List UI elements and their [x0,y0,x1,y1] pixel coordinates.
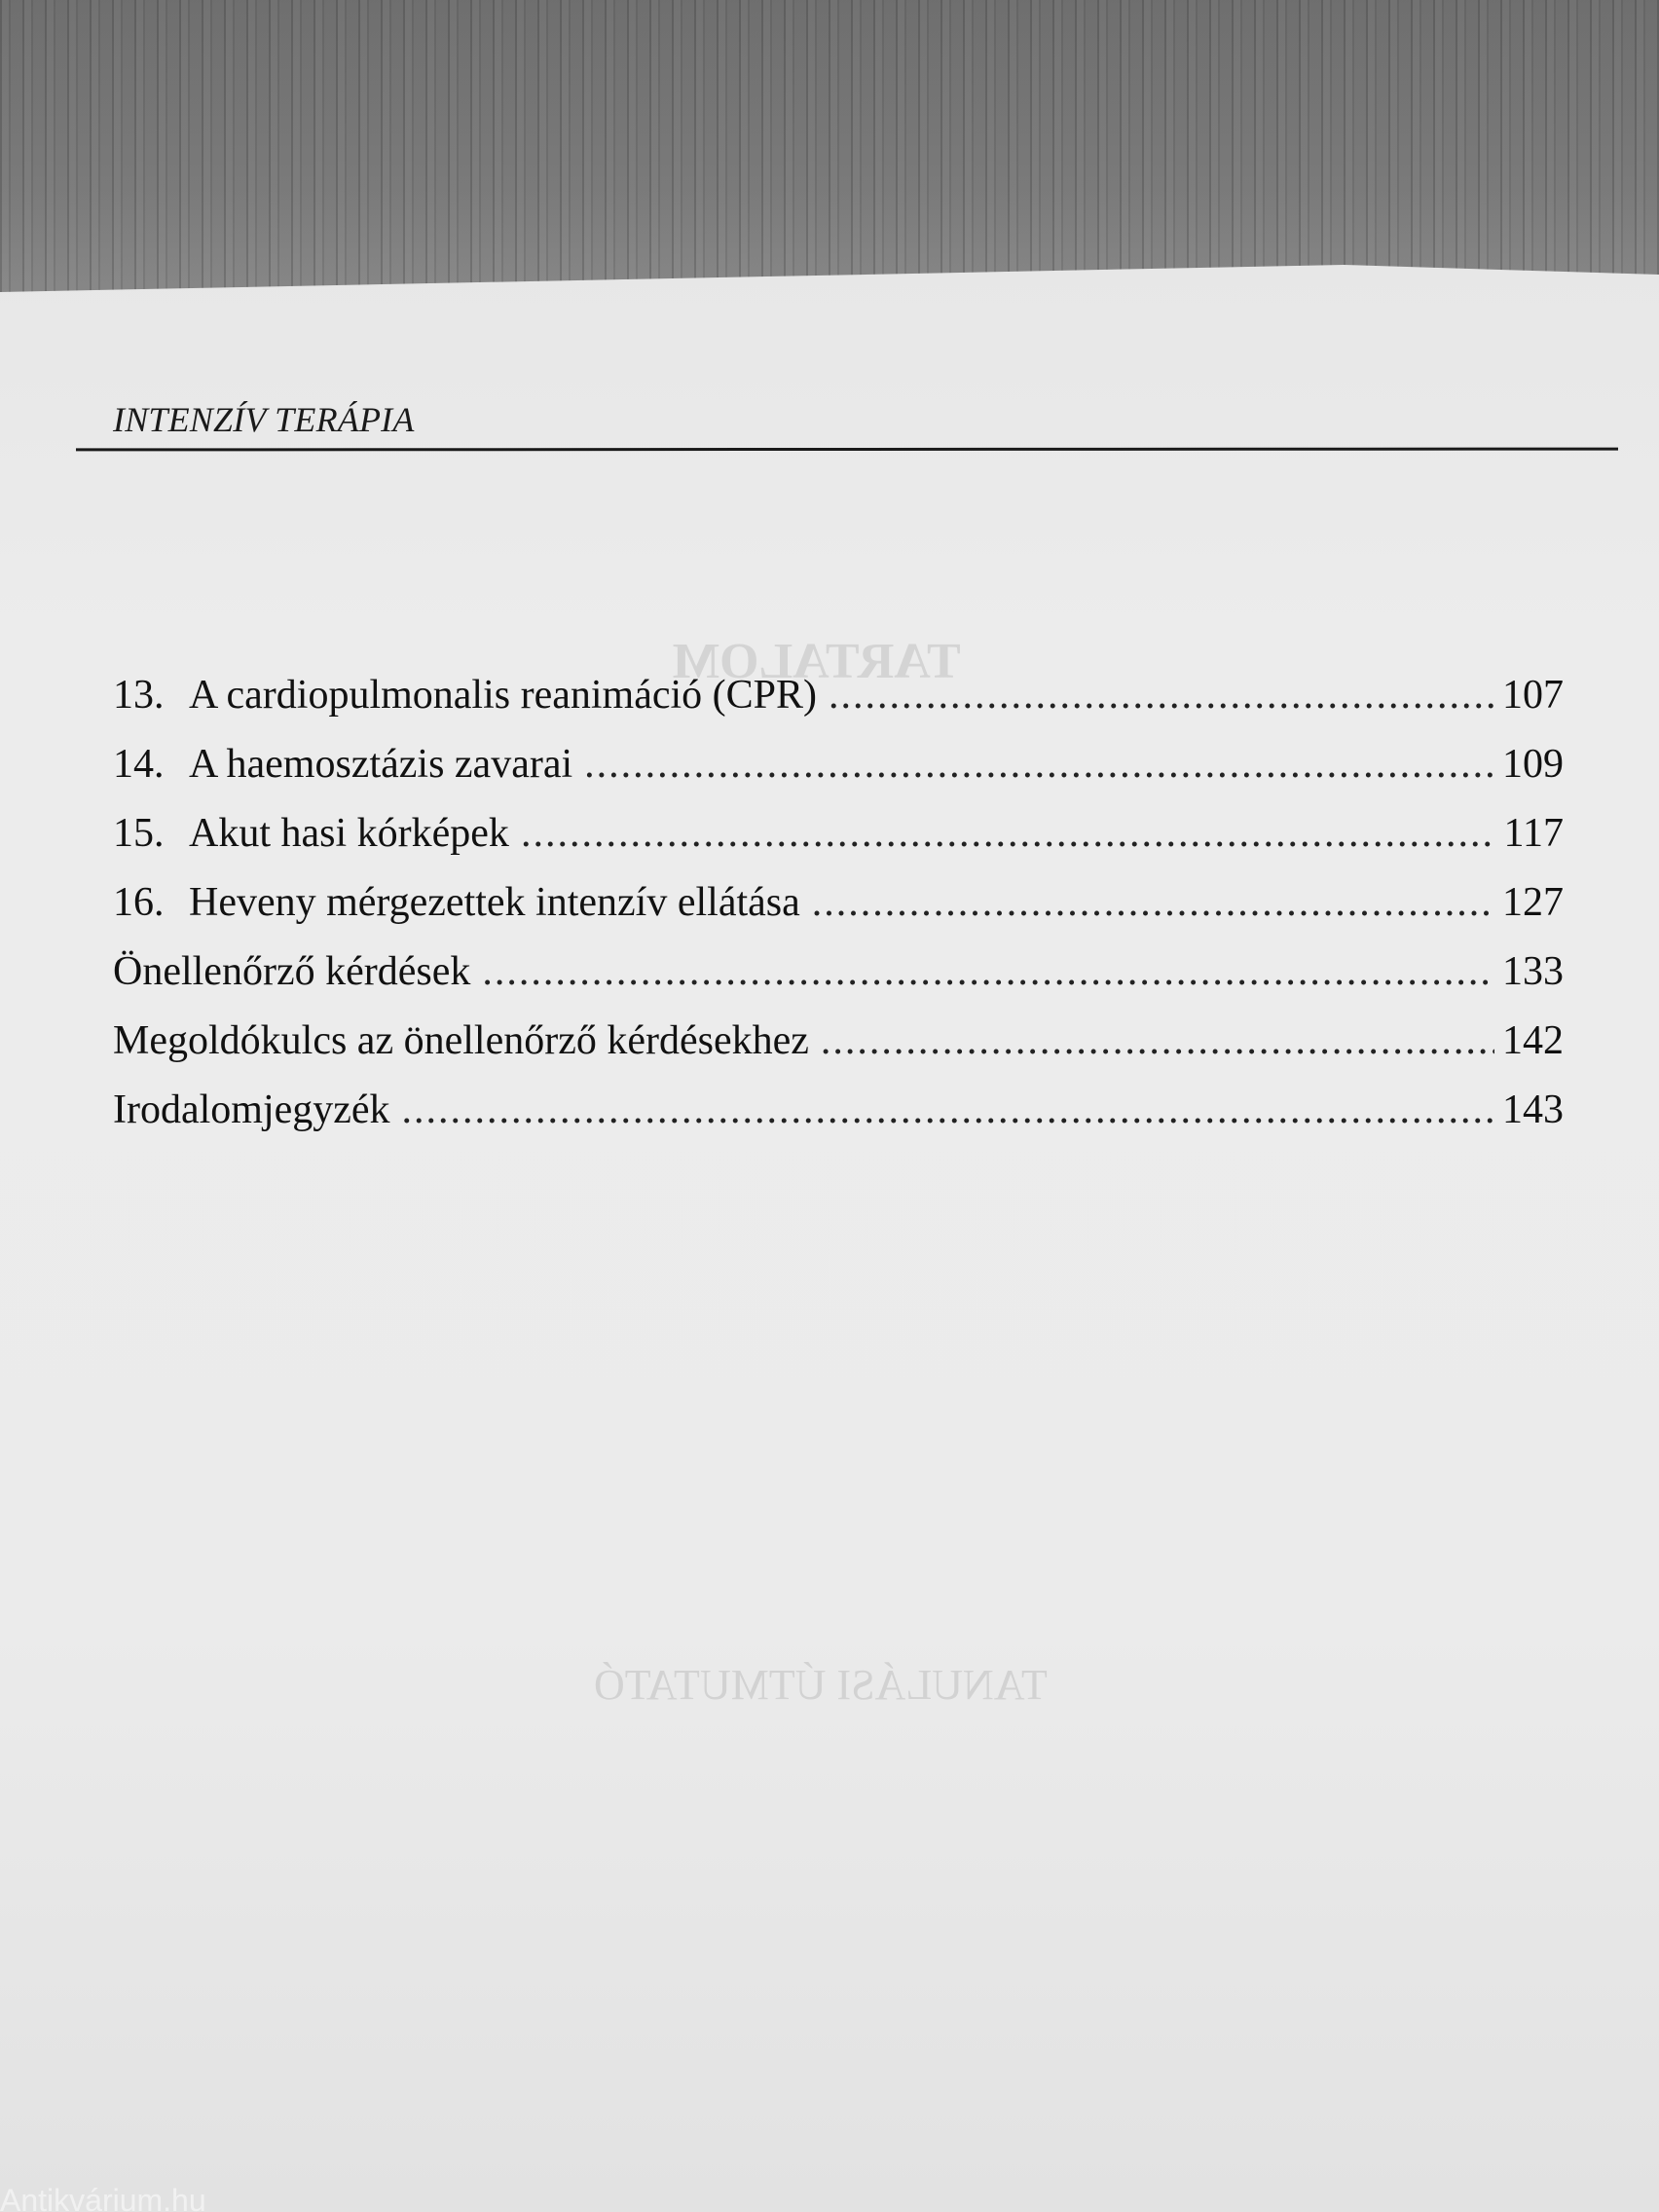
toc-entry-title: Heveny mérgezettek intenzív ellátása [189,880,800,925]
toc-entry-title: A cardiopulmonalis reanimáció (CPR) [189,673,818,718]
toc-entry [113,879,1564,948]
show-through-heading: TARTALOM [672,634,961,689]
toc-entry-number: 15. [113,811,165,856]
watermark: Antikvárium.hu [0,2183,206,2212]
table-of-contents [113,672,1564,1156]
toc-entry [113,1017,1564,1087]
dot-leader [812,879,1494,926]
toc-entry-page: 107 [1502,673,1564,718]
background-surface [0,0,1659,312]
dot-leader [482,948,1494,995]
toc-entry-number: 13. [113,673,165,718]
book-page [0,265,1659,2212]
toc-entry-page: 142 [1502,1018,1564,1063]
toc-entry-number: 14. [113,742,165,787]
toc-entry [113,810,1564,879]
toc-entry-page: 109 [1502,742,1564,787]
toc-entry-page: 117 [1503,811,1564,856]
dot-leader [821,1017,1494,1064]
toc-entry [113,672,1564,741]
show-through-heading: TANULÁSI ÚTMUTATÓ [594,1661,1048,1709]
toc-entry [113,948,1564,1017]
toc-entry-title: Önellenőrző kérdések [113,949,471,994]
toc-entry-title: Akut hasi kórképek [189,811,509,856]
dot-leader [584,741,1494,788]
toc-entry-page: 143 [1502,1088,1564,1132]
toc-entry-title: Megoldókulcs az önellenőrző kérdésekhez [113,1018,809,1063]
toc-entry [113,741,1564,810]
dot-leader [402,1087,1494,1133]
toc-entry-page: 133 [1502,949,1564,994]
dot-leader [521,810,1496,857]
toc-entry [113,1087,1564,1156]
toc-entry-page: 127 [1502,880,1564,925]
toc-entry-title: A haemosztázis zavarai [189,742,573,787]
toc-entry-title: Irodalomjegyzék [113,1088,390,1132]
dot-leader [829,672,1494,719]
running-head: INTENZÍV TERÁPIA [113,400,415,439]
toc-entry-number: 16. [113,880,165,925]
